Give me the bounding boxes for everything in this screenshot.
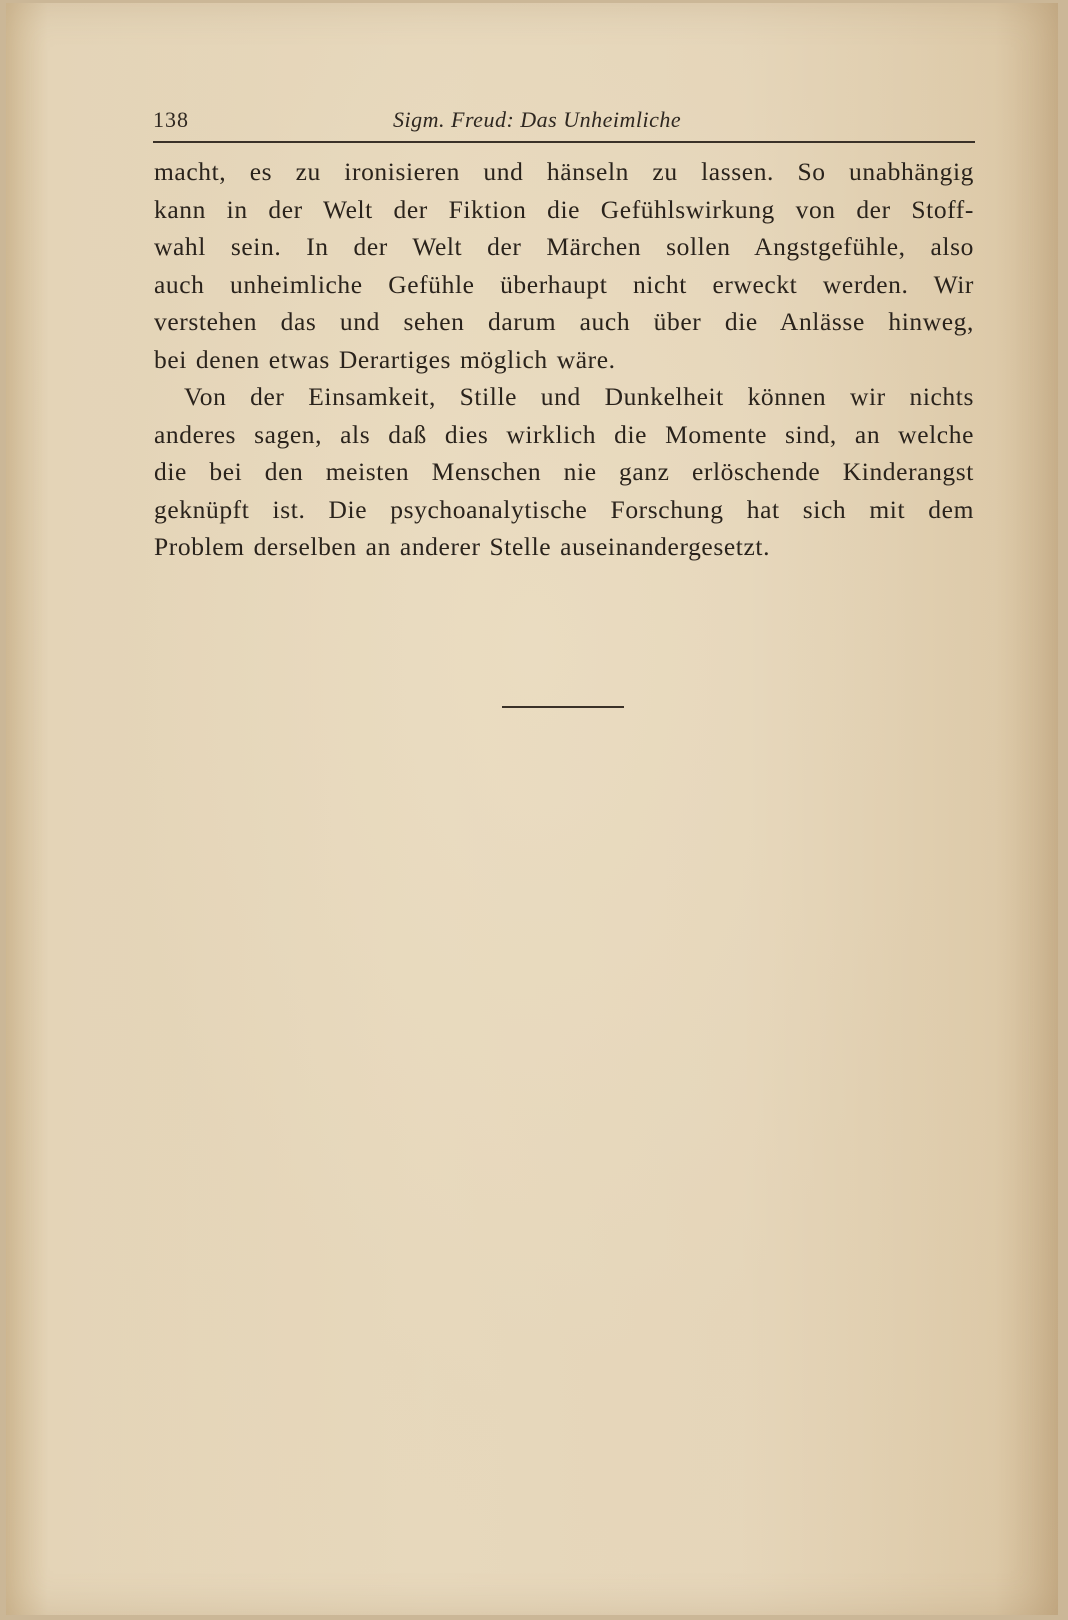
text-line: auch unheimliche Gefühle überhaupt nicht erweckt werden. Wir	[154, 269, 974, 299]
text-line: geknüpft ist. Die psychoanalytische Forschung hat sich mit dem	[154, 494, 974, 524]
paragraph-1	[154, 153, 974, 378]
text-line: kann in der Welt der Fiktion die Gefühlswirkung von der Stoff-	[154, 194, 974, 224]
text-line: die bei den meisten Menschen nie ganz erlöschende Kinderangst	[154, 457, 974, 486]
text-line: Problem derselben an anderer Stelle auseinandergesetzt.	[154, 532, 771, 561]
page-number: 138	[153, 107, 189, 132]
book-page	[6, 3, 1058, 1615]
text-line: macht, es zu ironisieren und hänseln zu lassen. So unabhängig	[154, 157, 974, 186]
text-line: Von der Einsamkeit, Stille und Dunkelheit können wir nichts	[184, 382, 974, 411]
text-line: anderes sagen, als daß dies wirklich die Momente sind, an welche	[154, 419, 974, 449]
text-line: verstehen das und sehen darum auch über die Anlässe hinweg,	[154, 307, 974, 336]
running-header	[153, 103, 975, 143]
body-text	[154, 153, 974, 566]
paragraph-2	[154, 378, 974, 566]
text-line: wahl sein. In der Welt der Märchen sollen Angstgefühle, also	[154, 232, 974, 261]
running-title: Sigm. Freud: Das Unheimliche	[393, 107, 682, 132]
section-end-rule	[502, 706, 624, 708]
text-line: bei denen etwas Derartiges möglich wäre.	[154, 344, 616, 374]
